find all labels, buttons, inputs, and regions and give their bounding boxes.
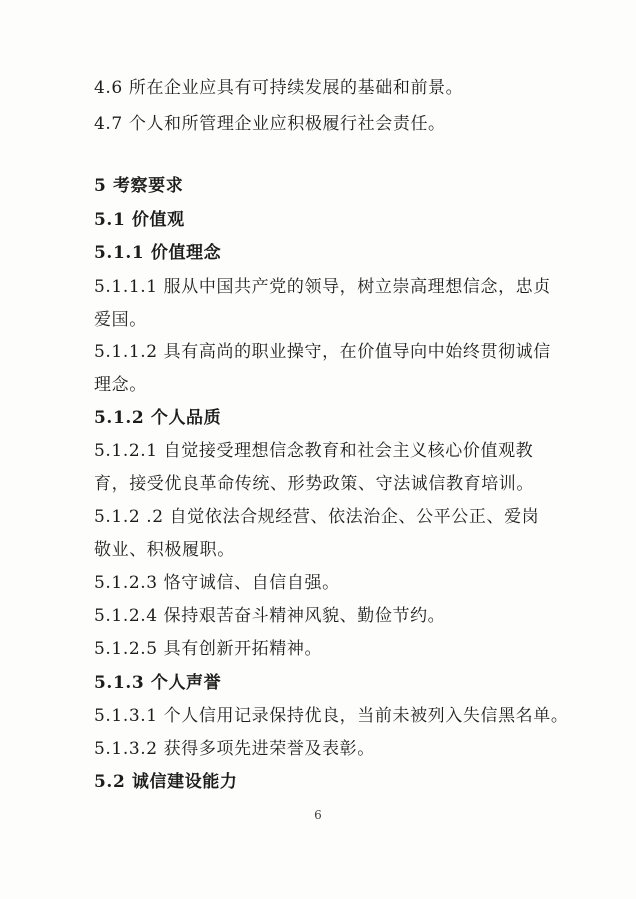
section-5-heading: 5 考察要求 (94, 176, 184, 196)
clause-5-1-2-4: 5.1.2.4 保持艰苦奋斗精神风貌、勤俭节约。 (94, 606, 446, 626)
page-number: 6 (314, 808, 322, 822)
clause-5-1-2-2-line-1: 5.1.2 .2 自觉依法合规经营、依法治企、公平公正、爱岗 (94, 507, 540, 527)
clause-5-1-2-5: 5.1.2.5 具有创新开拓精神。 (94, 639, 323, 659)
clause-5-1-2-1-line-2: 育，接受优良革命传统、形势政策、守法诚信教育培训。 (94, 474, 534, 494)
section-5-1-3-heading: 5.1.3 个人声誉 (94, 673, 222, 693)
section-5-1-2-heading: 5.1.2 个人品质 (94, 408, 222, 428)
clause-5-1-1-1-line-2: 爱国。 (94, 310, 147, 330)
clause-5-1-2-2-line-2: 敬业、积极履职。 (94, 540, 235, 560)
section-5-2-heading: 5.2 诚信建设能力 (94, 772, 238, 792)
clause-5-1-3-1: 5.1.3.1 个人信用记录保持优良，当前未被列入失信黑名单。 (94, 706, 569, 726)
clause-5-1-1-1-line-1: 5.1.1.1 服从中国共产党的领导，树立崇高理想信念，忠贞 (94, 277, 551, 297)
clause-5-1-2-3: 5.1.2.3 恪守诚信、自信自强。 (94, 573, 340, 593)
clause-4-7: 4.7 个人和所管理企业应积极履行社会责任。 (94, 114, 446, 134)
section-5-1-1-heading: 5.1.1 价值理念 (94, 243, 222, 263)
clause-5-1-1-2-line-2: 理念。 (94, 375, 147, 395)
clause-4-6: 4.6 所在企业应具有可持续发展的基础和前景。 (94, 78, 464, 98)
clause-5-1-1-2-line-1: 5.1.1.2 具有高尚的职业操守，在价值导向中始终贯彻诚信 (94, 342, 551, 362)
section-5-1-heading: 5.1 价值观 (94, 210, 185, 230)
clause-5-1-2-1-line-1: 5.1.2.1 自觉接受理想信念教育和社会主义核心价值观教 (94, 441, 534, 461)
clause-5-1-3-2: 5.1.3.2 获得多项先进荣誉及表彰。 (94, 739, 375, 759)
